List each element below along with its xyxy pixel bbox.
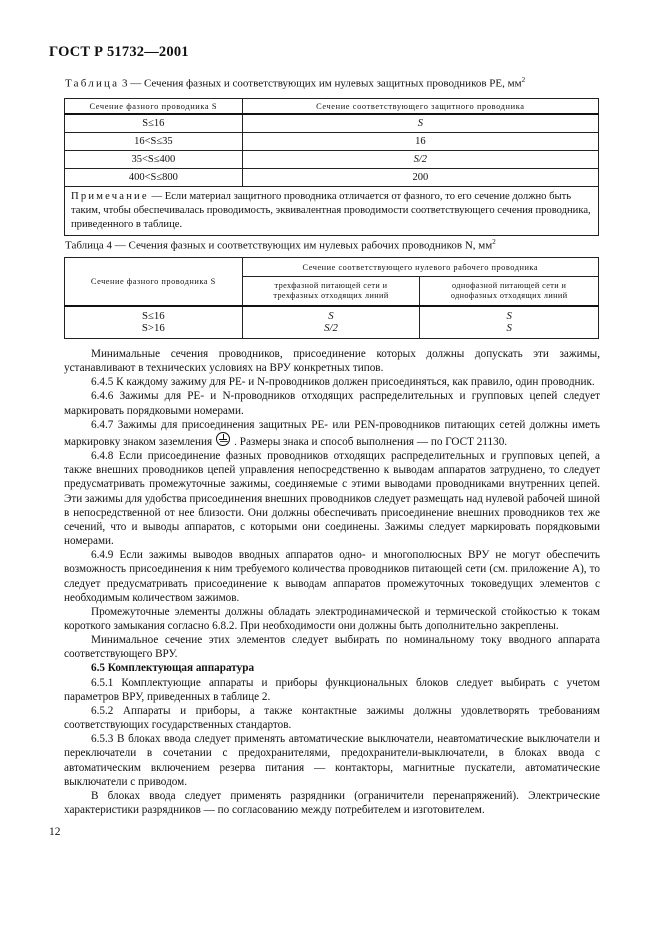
table4-one-value: S bbox=[506, 322, 512, 334]
table4-sub1-line2: трехфазных отходящих линий bbox=[273, 291, 389, 300]
body-text bbox=[64, 347, 600, 817]
page-number: 12 bbox=[49, 826, 61, 838]
paragraph-6-4-5: 6.4.5 К каждому зажиму для PE- и N-проводников должен присоединяться, как правило, один проводник. bbox=[91, 376, 595, 389]
table4-phase-value: S>16 bbox=[141, 322, 165, 334]
table4-three-phase-cell bbox=[242, 306, 420, 339]
table3-pe-cell: S/2 bbox=[242, 151, 598, 169]
standard-header: ГОСТ Р 51732—2001 bbox=[49, 44, 189, 60]
table4-sub2-header bbox=[420, 277, 599, 307]
table-row bbox=[65, 114, 599, 133]
paragraph-6-5-3: 6.5.3 В блоках ввода следует применять автоматические выключатели, неавтоматические выключатели и переключатели в сочетании с предохранителями, предохранители-выключатели, в блоках ввода с автоматическим включением резерва питания — контакторы, магнитные пускатели, автоматические выключатели с приводом. bbox=[64, 733, 600, 788]
table4-three-value: S bbox=[328, 310, 334, 322]
table3-phase-cell: 16<S≤35 bbox=[65, 133, 243, 151]
table-row bbox=[65, 133, 599, 151]
table3-phase-cell: S≤16 bbox=[65, 114, 243, 133]
table3-note bbox=[65, 187, 599, 236]
table3-phase-cell: 35<S≤400 bbox=[65, 151, 243, 169]
paragraph-6-4-6: 6.4.6 Зажимы для PE- и N-проводников отходящих распределительных и групповых цепей следует маркировать порядковыми номерами. bbox=[64, 390, 600, 417]
table4-caption-sup: 2 bbox=[492, 238, 496, 246]
table4-phase-value: S≤16 bbox=[141, 310, 165, 322]
paragraph-6-4-7-part1: 6.4.7 Зажимы для присоединения защитных PE- или PEN-проводников питающих сетей должны иметь маркировку знаком заземления bbox=[64, 418, 600, 448]
table4-sub1-header bbox=[242, 277, 420, 307]
paragraph-6-4-9: 6.4.9 Если зажимы выводов вводных аппаратов одно- и многополюсных ВРУ не могут обеспечить возможность присоединения к ним требуемого количества проводников питающей сети (см. приложение А), то следует предусматривать присоединение к выводам аппаратов промежуточных токоведущих элементов с необходимым количеством зажимов. bbox=[64, 549, 600, 604]
paragraph: Минимальное сечение этих элементов следует выбирать по номинальному току вводного аппарата соответствующего ВРУ. bbox=[64, 634, 600, 661]
table3-col1-header: Сечение фазного проводника S bbox=[65, 99, 243, 115]
table4-col1-header: Сечение фазного проводника S bbox=[65, 258, 243, 307]
section-heading-6-5: 6.5 Комплектующая аппаратура bbox=[91, 662, 255, 675]
table4 bbox=[64, 257, 599, 339]
paragraph: Минимальные сечения проводников, присоединение которых должны допускать эти зажимы, устанавливают в технических условиях на ВРУ конкретных типов. bbox=[64, 348, 600, 375]
paragraph-6-5-2: 6.5.2 Аппараты и приборы, а также контактные зажимы должны удовлетворять требованиям соответствующих государственных стандартов. bbox=[64, 704, 600, 732]
table3-note-row bbox=[65, 187, 599, 236]
table3-caption-word: Таблица bbox=[65, 77, 120, 90]
paragraph-6-4-8: 6.4.8 Если присоединение фазных проводников отходящих распределительных и групповых цепей, а также внешних проводников цепей управления непосредственно к выводам аппаратов затруднено, то следует предусматривать промежуточные зажимы, соединяемые с этими выводами проводниками внутренних цепей. Эти зажимы для удобства присоединения внешних проводников следует размещать над нулевой рабочей шиной в непосредственной от нее близости. Они должны обеспечивать присоединение внешних проводников тех же сечений, что и выводы аппаратов, с которыми они соединены. Зажимы следует маркировать порядковыми номерами. bbox=[64, 450, 600, 548]
ground-symbol-icon bbox=[216, 432, 230, 446]
table-row bbox=[65, 306, 599, 339]
paragraph-6-5-1: 6.5.1 Комплектующие аппараты и приборы функциональных блоков следует выбирать с учетом параметров ВРУ, приведенных в таблице 2. bbox=[64, 676, 600, 703]
note-label: Примечание bbox=[71, 191, 149, 202]
table3-col2-header: Сечение соответствующего защитного проводника bbox=[242, 99, 598, 115]
note-text: — Если материал защитного проводника отличается от фазного, то его сечение должно быть таким, чтобы обеспечивалась проводимость, эквивалентная проводимости соответствующего сечения проводника, приведенного в таблице. bbox=[71, 191, 591, 230]
table-row bbox=[65, 169, 599, 187]
table3-caption-sup: 2 bbox=[521, 76, 526, 84]
table-row bbox=[65, 151, 599, 169]
table3-pe-cell: 200 bbox=[242, 169, 598, 187]
table4-sub2-line2: однофазных отходящих линий bbox=[450, 291, 568, 300]
table3-pe-cell: 16 bbox=[242, 133, 598, 151]
table4-phase-cell bbox=[65, 306, 243, 339]
table3-pe-cell: S bbox=[242, 114, 598, 133]
table3-phase-cell: 400<S≤800 bbox=[65, 169, 243, 187]
paragraph: В блоках ввода следует применять разрядники (ограничители перенапряжений). Электрические характеристики разрядников — по согласованию между потребителем и изготовителем. bbox=[64, 789, 600, 816]
table4-three-value: S/2 bbox=[324, 322, 338, 334]
table4-one-value: S bbox=[506, 310, 512, 322]
table4-one-phase-cell bbox=[420, 306, 599, 339]
table4-sub1-line1: трехфазной питающей сети и bbox=[274, 281, 388, 290]
table4-caption-text: Таблица 4 — Сечения фазных и соответствующих им нулевых рабочих проводников N, мм bbox=[65, 239, 493, 252]
paragraph: Промежуточные элементы должны обладать электродинамической и термической стойкостью к токам короткого замыкания согласно 6.8.2. При необходимости они должны быть дополнительно закреплены. bbox=[64, 605, 600, 632]
table3-caption bbox=[65, 76, 525, 90]
table3-caption-text: 3 — Сечения фазных и соответствующих им нулевых защитных проводников PE, мм bbox=[119, 77, 522, 90]
paragraph-6-4-7-part2: . Размеры знака и способ выполнения — по ГОСТ 21130. bbox=[234, 435, 508, 448]
paragraph-6-4-7 bbox=[64, 418, 600, 449]
table4-sub2-line1: однофазной питающей сети и bbox=[452, 281, 567, 290]
table3 bbox=[64, 98, 599, 236]
table4-group-header: Сечение соответствующего нулевого рабочего проводника bbox=[242, 258, 598, 277]
table4-caption bbox=[65, 238, 496, 252]
